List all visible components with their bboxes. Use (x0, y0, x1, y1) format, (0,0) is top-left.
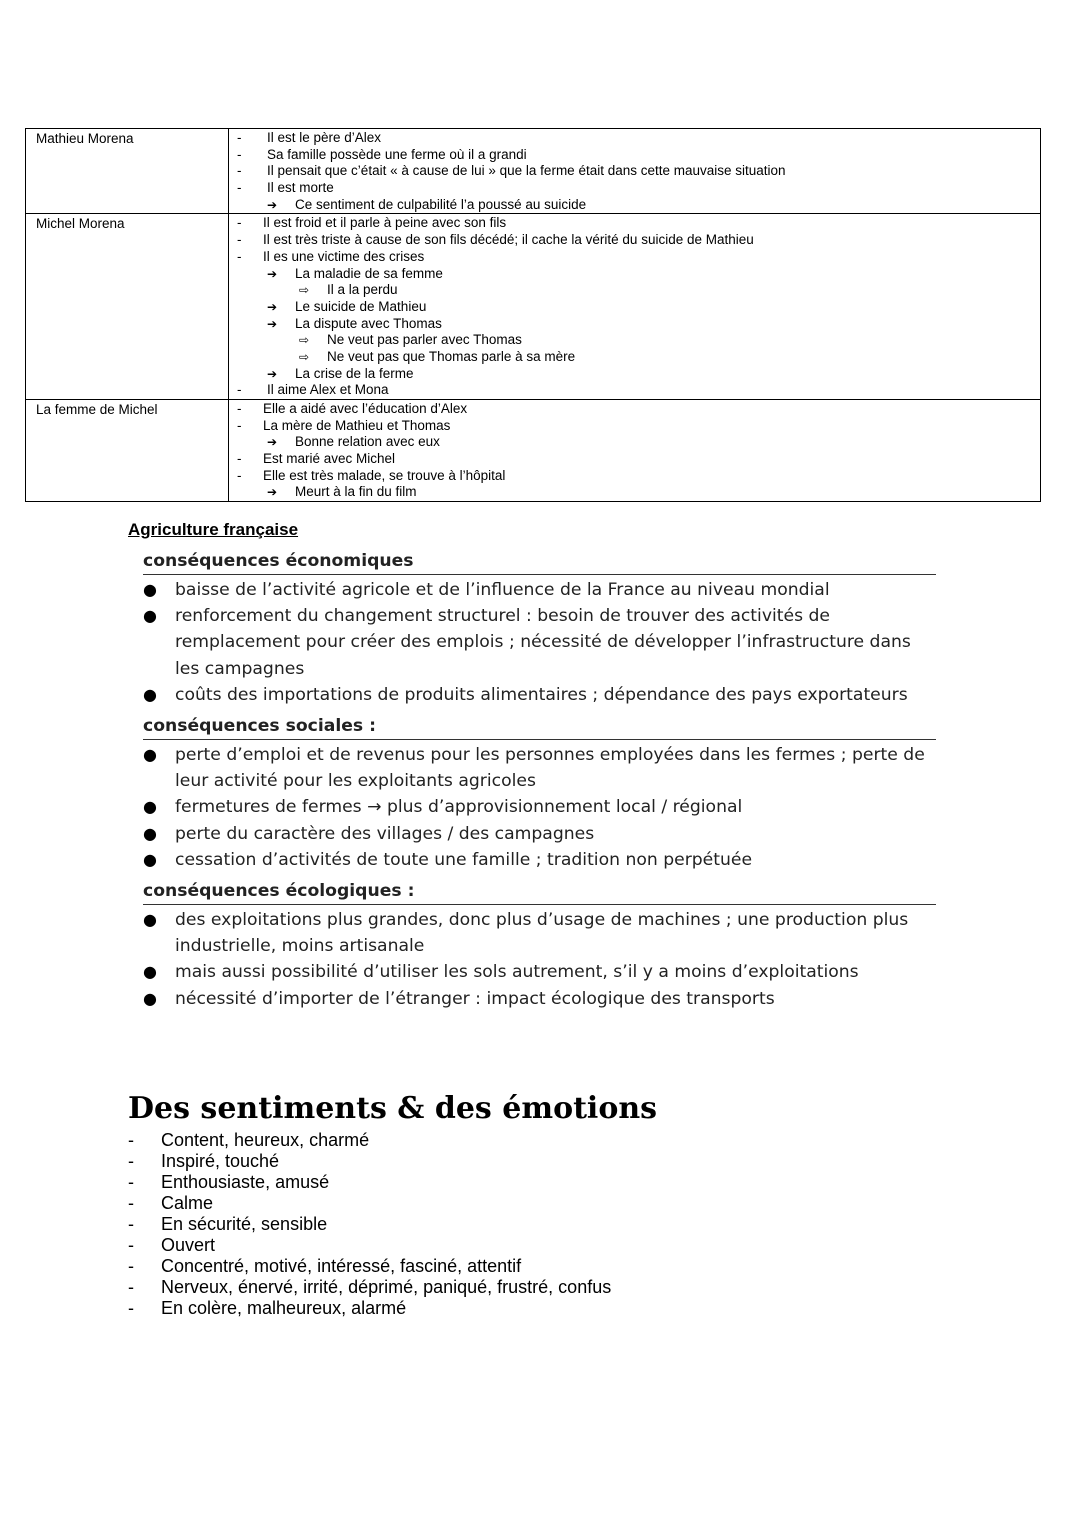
list-item (143, 794, 936, 820)
arrow-icon: ➔ (267, 299, 278, 314)
dash-mark: - (237, 467, 242, 483)
description-text: Meurt à la fin du film (295, 484, 417, 500)
consequence-section (143, 714, 936, 873)
description-text: Bonne relation avec eux (295, 434, 440, 450)
hollow-arrow-icon: ⇨ (299, 283, 310, 298)
item-text: mais aussi possibilité d’utiliser les sols autrement, s’il y a moins d’exploitations (175, 962, 859, 983)
list-item (143, 742, 936, 794)
emotion-text: Concentré, motivé, intéressé, fasciné, attentif (161, 1256, 522, 1276)
dash-mark: - (237, 382, 242, 398)
description-line (229, 232, 1040, 249)
arrow-icon: ➔ (267, 316, 278, 331)
table-row (26, 214, 1041, 400)
bullet-icon: ● (143, 823, 157, 843)
description-text: Il pensait que c’était « à cause de lui » que la ferme était dans cette mauvaise situation (267, 163, 786, 179)
list-item (143, 907, 936, 959)
consequence-section (143, 879, 936, 1012)
description-line (229, 249, 1040, 266)
description-line (229, 401, 1040, 418)
dash-mark: - (128, 1256, 134, 1276)
description-text: Il est très triste à cause de son fils décédé; il cache la vérité du suicide de Mathieu (263, 232, 754, 248)
section-heading: conséquences écologiques : (143, 879, 936, 905)
item-text: cessation d’activités de toute une famille ; tradition non perpétuée (175, 849, 753, 870)
description-line (229, 349, 1040, 366)
list-item (128, 1214, 611, 1235)
description-text: Le suicide de Mathieu (295, 298, 427, 314)
agriculture-title: Agriculture française (128, 520, 299, 539)
dash-mark: - (237, 401, 242, 416)
description-text: Il a la perdu (327, 282, 398, 298)
list-item (143, 821, 936, 847)
arrow-icon: ➔ (267, 266, 278, 281)
character-name: Mathieu Morena (26, 129, 229, 214)
bullet-icon: ● (143, 745, 157, 765)
list-item (128, 1130, 611, 1151)
emotion-text: Ouvert (161, 1235, 216, 1255)
description-text: Sa famille possède une ferme où il a grandi (267, 146, 527, 162)
hollow-arrow-icon: ⇨ (299, 333, 310, 348)
bullet-icon: ● (143, 580, 157, 599)
arrow-icon: ➔ (267, 366, 278, 381)
list-item (143, 603, 936, 682)
character-name: La femme de Michel (26, 400, 229, 502)
item-text: coûts des importations de produits alimentaires ; dépendance des pays exportateurs (175, 684, 908, 705)
description-line (229, 316, 1040, 333)
consequence-section (143, 549, 936, 708)
dash-mark: - (237, 130, 242, 145)
description-text: Est marié avec Michel (263, 451, 396, 467)
description-line (229, 366, 1040, 383)
bullet-icon: ● (143, 684, 157, 704)
list-item (128, 1298, 611, 1319)
description-text: Il aime Alex et Mona (267, 382, 389, 398)
dash-mark: - (237, 451, 242, 467)
dash-mark: - (128, 1214, 134, 1234)
arrow-icon: ➔ (267, 435, 278, 450)
table-row (26, 400, 1041, 502)
dash-mark: - (128, 1277, 134, 1297)
description-line (229, 163, 1040, 180)
dash-mark: - (128, 1235, 134, 1255)
list-item (143, 986, 936, 1012)
dash-mark: - (237, 146, 242, 162)
table-row (26, 129, 1041, 214)
description-text: Il es une victime des crises (263, 248, 425, 264)
item-text: perte du caractère des villages / des campagnes (175, 823, 595, 844)
description-text: Elle est très malade, se trouve à l’hôpital (263, 467, 506, 483)
dash-mark: - (237, 163, 242, 179)
description-text: Il est morte (267, 180, 334, 196)
dash-mark: - (237, 417, 242, 433)
bullet-icon: ● (143, 849, 157, 869)
dash-mark: - (128, 1193, 134, 1213)
agriculture-consequences (143, 549, 936, 1018)
description-text: La crise de la ferme (295, 365, 414, 381)
arrow-icon: ➔ (267, 485, 278, 500)
description-line (229, 282, 1040, 299)
list-item (128, 1256, 611, 1277)
arrow-icon: ➔ (267, 197, 278, 212)
description-text: Ne veut pas parler avec Thomas (327, 332, 522, 348)
description-line (229, 451, 1040, 468)
description-line (229, 484, 1040, 501)
description-line (229, 266, 1040, 283)
dash-mark: - (237, 215, 242, 231)
dash-mark: - (128, 1151, 134, 1171)
item-text: renforcement du changement structurel : besoin de trouver des activités de remplacement pour créer des emplois ; nécessité de développer l’infrastructure dans les campagnes (175, 606, 911, 679)
bullet-icon: ● (143, 797, 157, 817)
item-text: des exploitations plus grandes, donc plus d’usage de machines ; une production plus industrielle, moins artisanale (175, 910, 909, 957)
list-item (128, 1193, 611, 1214)
list-item (143, 577, 936, 603)
list-item (128, 1235, 611, 1256)
emotion-text: Calme (161, 1193, 214, 1213)
list-item (143, 959, 936, 985)
emotion-text: En colère, malheureux, alarmé (161, 1298, 407, 1318)
description-text: Il est froid et il parle à peine avec son fils (263, 215, 507, 231)
character-table (25, 128, 1041, 502)
description-text: Ce sentiment de culpabilité l’a poussé au suicide (295, 196, 587, 212)
emotion-text: Nerveux, énervé, irrité, déprimé, paniqué, frustré, confus (161, 1277, 612, 1297)
description-line (229, 130, 1040, 147)
dash-mark: - (237, 232, 242, 248)
item-text: fermetures de fermes → plus d’approvisionnement local / régional (175, 797, 743, 818)
bullet-icon: ● (143, 988, 157, 1008)
character-name: Michel Morena (26, 214, 229, 400)
emotion-text: Content, heureux, charmé (161, 1130, 370, 1150)
consequence-list (143, 577, 936, 708)
list-item (128, 1172, 611, 1193)
description-line (229, 147, 1040, 164)
emotions-title: Des sentiments & des émotions (128, 1091, 658, 1126)
bullet-icon: ● (143, 910, 157, 930)
description-line (229, 418, 1040, 435)
list-item (143, 847, 936, 873)
dash-mark: - (128, 1130, 134, 1150)
dash-mark: - (128, 1172, 134, 1192)
description-line (229, 468, 1040, 485)
list-item (128, 1151, 611, 1172)
list-item (143, 682, 936, 708)
character-description (229, 129, 1041, 214)
consequence-list (143, 742, 936, 873)
bullet-icon: ● (143, 606, 157, 626)
description-text: Il est le père d’Alex (267, 130, 382, 145)
item-text: nécessité d’importer de l’étranger : impact écologique des transports (175, 988, 775, 1009)
emotion-text: Enthousiaste, amusé (161, 1172, 330, 1192)
item-text: baisse de l’activité agricole et de l’influence de la France au niveau mondial (175, 580, 830, 600)
item-text: perte d’emploi et de revenus pour les personnes employées dans les fermes ; perte de leur activité pour les exploitants agricoles (175, 745, 925, 792)
description-line (229, 180, 1040, 197)
section-heading: conséquences économiques (143, 549, 936, 575)
bullet-icon: ● (143, 962, 157, 982)
dash-mark: - (128, 1298, 134, 1318)
emotions-list (128, 1130, 611, 1319)
description-line (229, 434, 1040, 451)
description-text: Elle a aidé avec l’éducation d’Alex (263, 401, 468, 416)
character-description (229, 400, 1041, 502)
dash-mark: - (237, 248, 242, 264)
description-line (229, 299, 1040, 316)
description-text: La dispute avec Thomas (295, 315, 442, 331)
emotion-text: Inspiré, touché (161, 1151, 280, 1171)
list-item (128, 1277, 611, 1298)
description-text: La mère de Mathieu et Thomas (263, 417, 451, 433)
description-line (229, 382, 1040, 399)
section-heading: conséquences sociales : (143, 714, 936, 740)
character-table-body (26, 129, 1041, 502)
hollow-arrow-icon: ⇨ (299, 349, 310, 364)
description-line (229, 215, 1040, 232)
emotion-text: En sécurité, sensible (161, 1214, 328, 1234)
dash-mark: - (237, 180, 242, 196)
consequence-list (143, 907, 936, 1012)
character-description (229, 214, 1041, 400)
description-text: Ne veut pas que Thomas parle à sa mère (327, 348, 576, 364)
description-line (229, 332, 1040, 349)
description-line (229, 197, 1040, 214)
description-text: La maladie de sa femme (295, 265, 443, 281)
